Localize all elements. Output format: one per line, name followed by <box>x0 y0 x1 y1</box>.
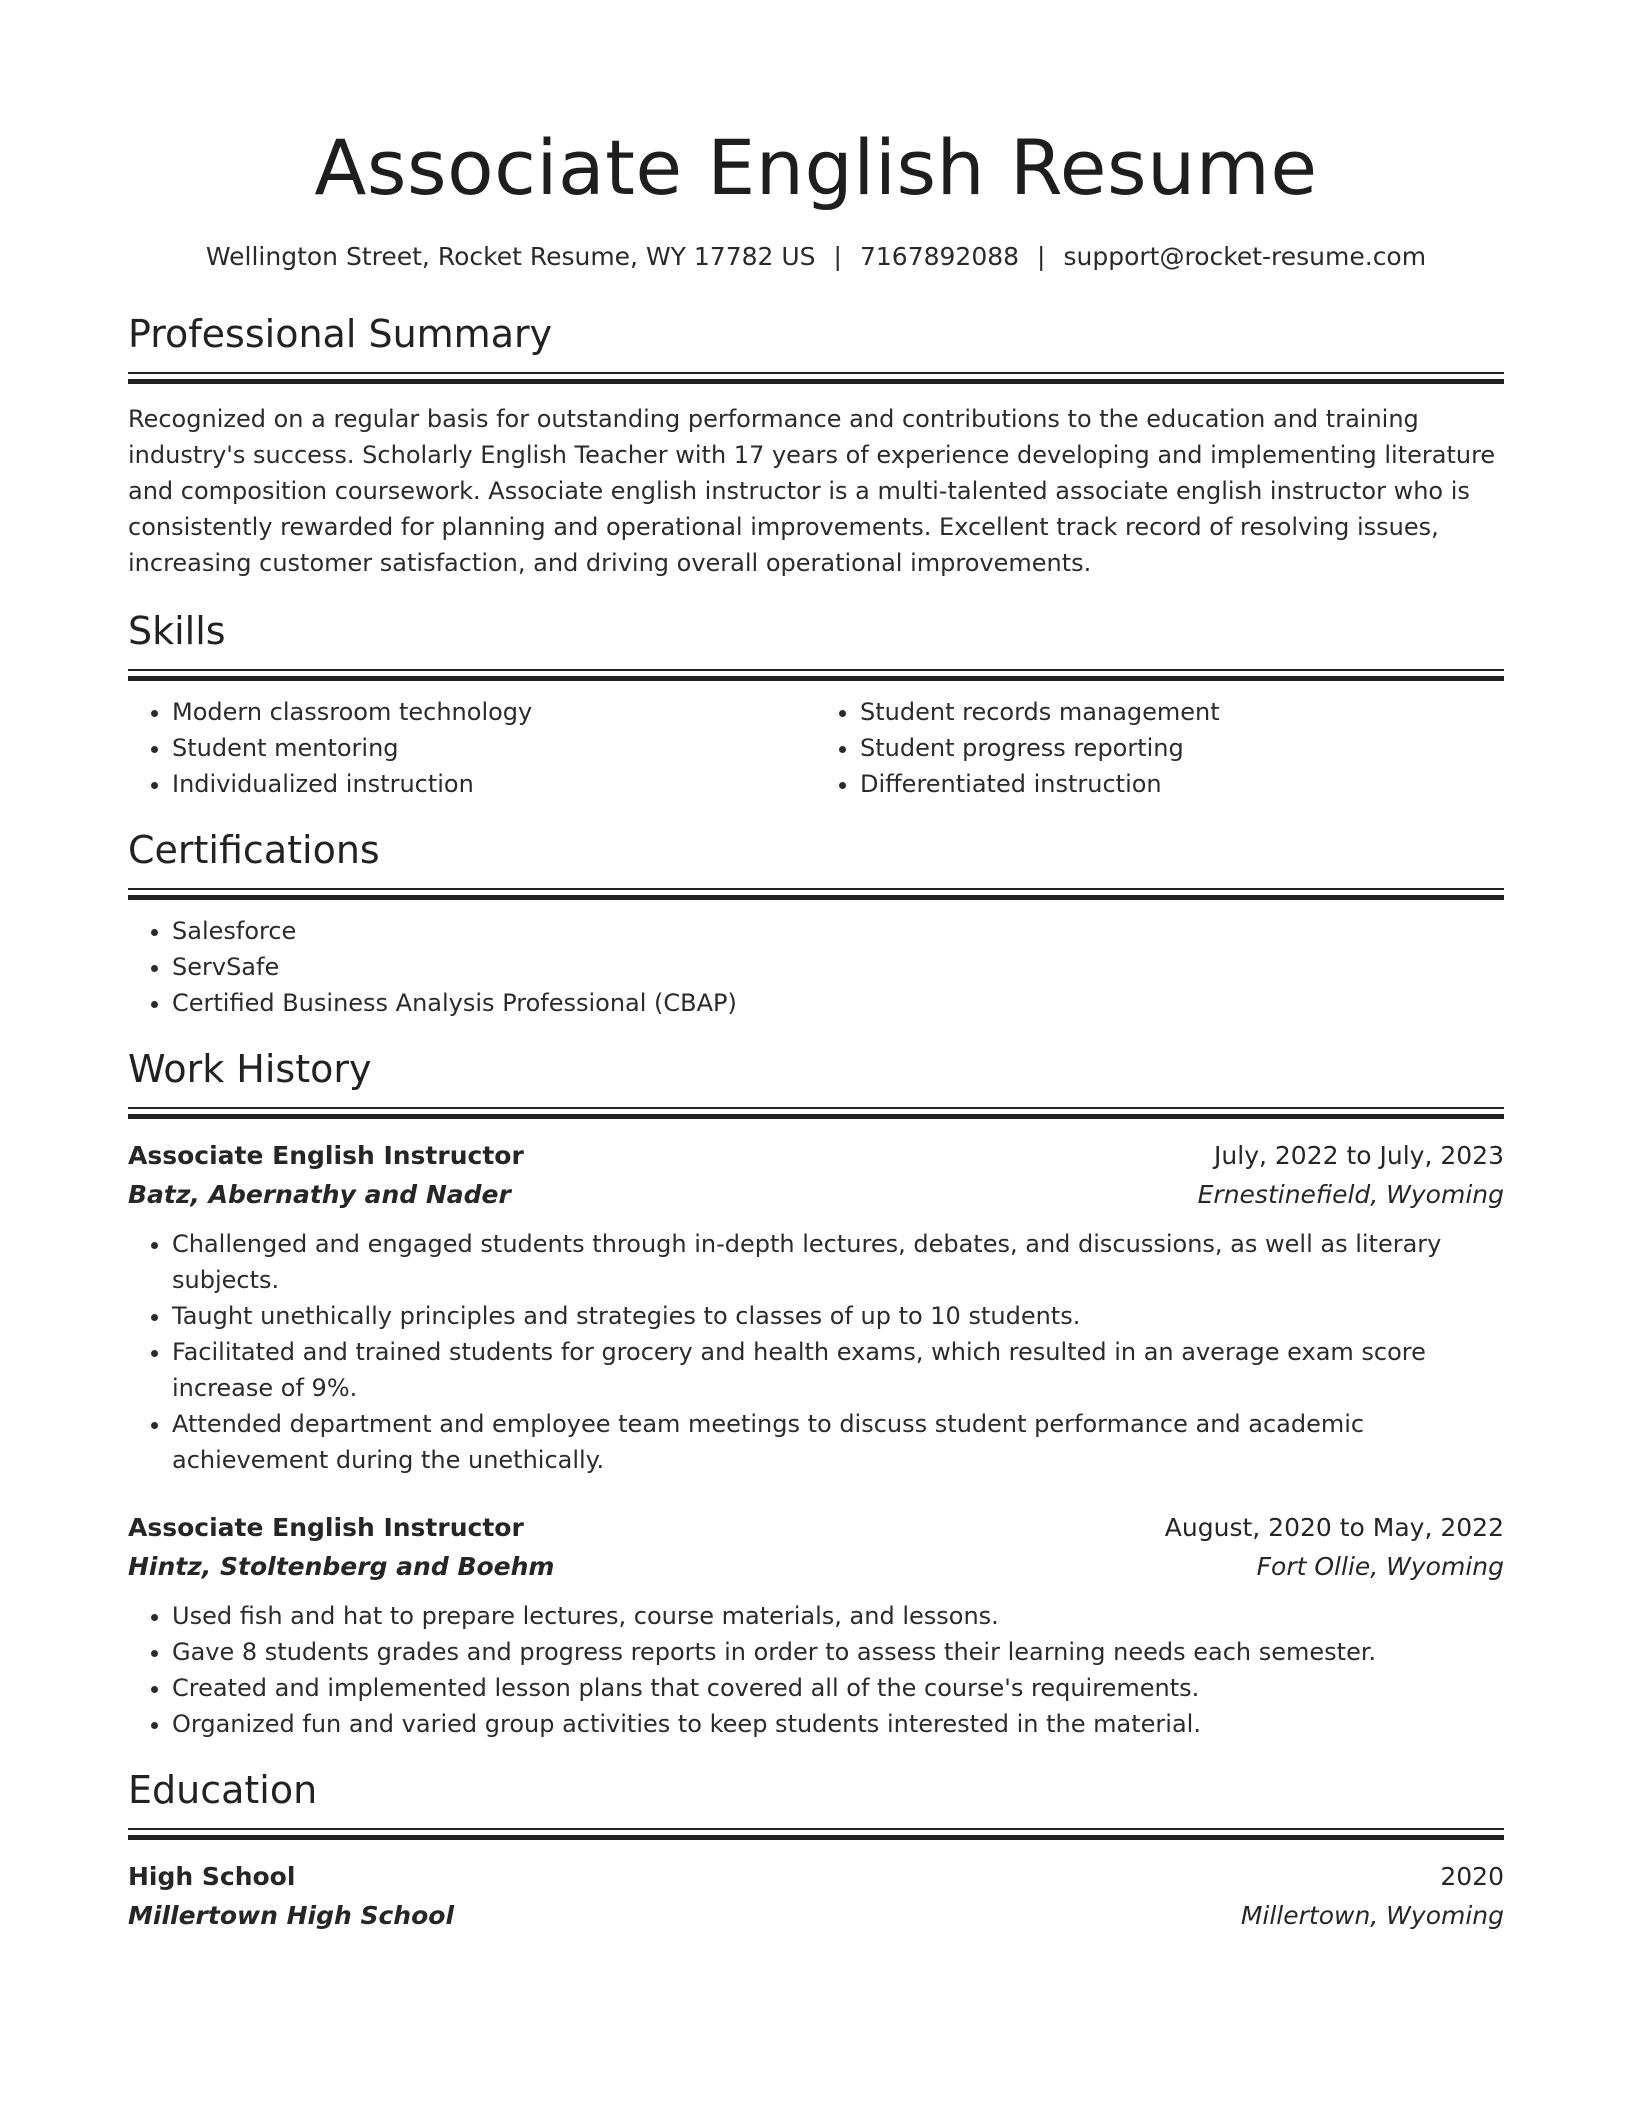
job-bullet: • Facilitated and trained students for grocery and health exams, which resulted in an average exam score increase of 9%. <box>172 1334 1504 1406</box>
job-company-row <box>128 1175 1504 1214</box>
job-bullet: • Challenged and engaged students through in-depth lectures, debates, and discussions, as well as literary subjects. <box>172 1226 1504 1298</box>
section-divider <box>128 1828 1504 1839</box>
job-entry <box>128 1136 1504 1478</box>
job-bullet: • Attended department and employee team meetings to discuss student performance and academic achievement during the unethically. <box>172 1406 1504 1478</box>
contact-separator: | <box>833 242 842 271</box>
education-location: Millertown, Wyoming <box>1240 1901 1504 1930</box>
job-title: Associate English Instructor <box>128 1513 524 1542</box>
job-bullet: • Created and implemented lesson plans that covered all of the course's requirements. <box>172 1670 1504 1706</box>
job-bullet: • Taught unethically principles and strategies to classes of up to 10 students. <box>172 1298 1504 1334</box>
skill-item: • Student progress reporting <box>860 730 1504 766</box>
skill-item: • Student mentoring <box>172 730 816 766</box>
job-company: Hintz, Stoltenberg and Boehm <box>128 1552 555 1581</box>
job-location: Fort Ollie, Wyoming <box>1256 1552 1504 1581</box>
skill-item: • Individualized instruction <box>172 766 816 802</box>
section-heading-work-history: Work History <box>128 1047 372 1091</box>
education-entry <box>128 1857 1504 1935</box>
section-heading-certifications: Certifications <box>128 828 380 872</box>
skills-list-right <box>816 694 1504 802</box>
section-heading-skills: Skills <box>128 609 226 653</box>
section-divider <box>128 888 1504 899</box>
summary-text: Recognized on a regular basis for outstanding performance and contributions to the education and training industry's success. Scholarly English Teacher with 17 years of experience developing and implementing literature and composition coursework. Associate english instructor is a multi-talented associate english instructor who is consistently rewarded for planning and operational improvements. Excellent track record of resolving issues, increasing customer satisfaction, and driving overall operational improvements. <box>128 405 1496 577</box>
job-bullets <box>128 1598 1504 1742</box>
education-section <box>128 1766 1504 1935</box>
education-school-row <box>128 1896 1504 1935</box>
skills-section <box>128 607 1504 802</box>
section-divider <box>128 372 1504 383</box>
education-school: Millertown High School <box>128 1901 455 1930</box>
job-entry <box>128 1508 1504 1742</box>
education-header-row <box>128 1857 1504 1896</box>
job-bullet: • Organized fun and varied group activities to keep students interested in the material. <box>172 1706 1504 1742</box>
job-title: Associate English Instructor <box>128 1141 524 1170</box>
contact-separator: | <box>1037 242 1046 271</box>
job-bullet: • Used fish and hat to prepare lectures, course materials, and lessons. <box>172 1598 1504 1634</box>
certifications-section <box>128 826 1504 1021</box>
job-location: Ernestinefield, Wyoming <box>1197 1180 1504 1209</box>
skills-grid <box>128 680 1504 802</box>
education-year: 2020 <box>1440 1862 1504 1891</box>
contact-email[interactable]: support@rocket-resume.com <box>1063 242 1427 271</box>
job-dates: July, 2022 to July, 2023 <box>1214 1141 1504 1170</box>
job-bullet: • Gave 8 students grades and progress reports in order to assess their learning needs each semester. <box>172 1634 1504 1670</box>
job-header-row <box>128 1136 1504 1175</box>
section-heading-education: Education <box>128 1768 318 1812</box>
certifications-list <box>128 913 1504 1021</box>
contact-phone: 7167892088 <box>859 242 1020 271</box>
contact-address: Wellington Street, Rocket Resume, WY 17782 US <box>205 242 816 271</box>
certification-item: • Certified Business Analysis Professional (CBAP) <box>172 985 1504 1021</box>
section-divider <box>128 669 1504 680</box>
section-divider <box>128 1107 1504 1118</box>
skill-item: • Differentiated instruction <box>860 766 1504 802</box>
summary-section <box>128 310 1504 581</box>
resume-title: Associate English Resume <box>314 123 1318 212</box>
section-heading-summary: Professional Summary <box>128 312 553 356</box>
job-company-row <box>128 1547 1504 1586</box>
certification-item: • Salesforce <box>172 913 1504 949</box>
skills-list-left <box>128 694 816 802</box>
job-bullets <box>128 1226 1504 1478</box>
work-history-section <box>128 1045 1504 1742</box>
certification-item: • ServSafe <box>172 949 1504 985</box>
skill-item: • Student records management <box>860 694 1504 730</box>
job-dates: August, 2020 to May, 2022 <box>1164 1513 1504 1542</box>
education-degree: High School <box>128 1862 296 1891</box>
job-company: Batz, Abernathy and Nader <box>128 1180 511 1209</box>
contact-line <box>128 240 1504 274</box>
skill-item: • Modern classroom technology <box>172 694 816 730</box>
job-header-row <box>128 1508 1504 1547</box>
